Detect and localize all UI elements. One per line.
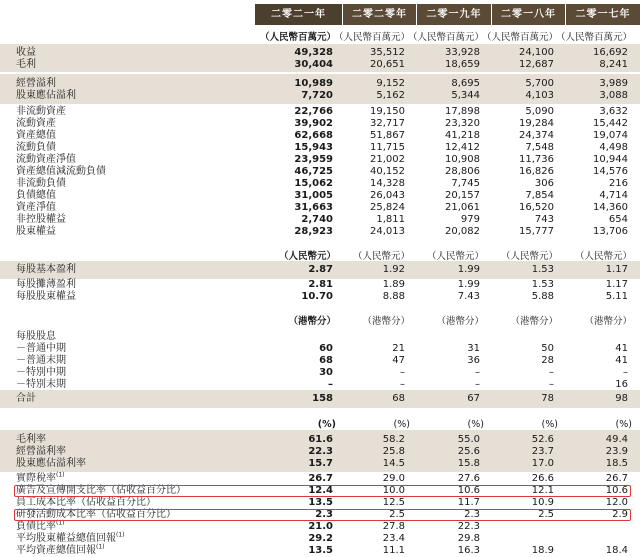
cell-value: 2.9 bbox=[612, 509, 628, 520]
row-label bbox=[16, 47, 36, 59]
cell-value: 28,806 bbox=[445, 166, 480, 177]
cell-value: 15,943 bbox=[294, 142, 333, 153]
cell-value: 15,442 bbox=[593, 118, 628, 129]
cell-value: 1.92 bbox=[382, 264, 405, 275]
row-label bbox=[16, 106, 66, 118]
cell-value: 14,360 bbox=[593, 202, 628, 213]
cell-value: 4,714 bbox=[599, 190, 628, 201]
cell-value: 28,923 bbox=[294, 226, 333, 237]
table-row bbox=[0, 393, 640, 405]
cell-value: 18.4 bbox=[605, 545, 628, 556]
table-row bbox=[0, 130, 640, 142]
row-label-text: 股東應佔溢利率 bbox=[16, 458, 86, 469]
row-label-text: －特別中期 bbox=[16, 367, 66, 378]
cell-value: 10,944 bbox=[593, 154, 628, 165]
cell-value: 12,412 bbox=[445, 142, 480, 153]
cell-value: 5,090 bbox=[525, 106, 554, 117]
row-label-text: 收益 bbox=[16, 47, 36, 58]
cell-value: 22.3 bbox=[308, 446, 333, 457]
cell-value: 23,959 bbox=[294, 154, 333, 165]
cell-value: 23.9 bbox=[605, 446, 628, 457]
cell-value: 7.43 bbox=[457, 291, 480, 302]
table-row bbox=[0, 279, 640, 291]
cell-value: – bbox=[549, 379, 554, 390]
table-row bbox=[0, 264, 640, 276]
cell-value: 10,908 bbox=[445, 154, 480, 165]
row-label bbox=[16, 214, 66, 226]
row-label-text: 毛利率 bbox=[16, 434, 46, 445]
cell-value: – bbox=[475, 367, 480, 378]
cell-value: 41,218 bbox=[445, 130, 480, 141]
table-row bbox=[0, 106, 640, 118]
row-label-text: －特別末期 bbox=[16, 379, 66, 390]
row-label bbox=[16, 190, 56, 202]
cell-value: 23,320 bbox=[445, 118, 480, 129]
table-row bbox=[0, 545, 640, 557]
cell-value: 13.5 bbox=[308, 545, 333, 556]
cell-value: 15.8 bbox=[457, 458, 480, 469]
cell-value: 5,700 bbox=[525, 78, 554, 89]
cell-value: 23.7 bbox=[531, 446, 554, 457]
cell-value: 7,854 bbox=[525, 190, 554, 201]
cell-value: 17.0 bbox=[531, 458, 554, 469]
cell-value: 49,328 bbox=[294, 47, 333, 58]
cell-value: 16,826 bbox=[519, 166, 554, 177]
table-row bbox=[0, 154, 640, 166]
cell-value: 5,344 bbox=[451, 90, 480, 101]
row-label-text: －普通末期 bbox=[16, 355, 66, 366]
row-label bbox=[16, 446, 66, 458]
unit-label: （港幣分） bbox=[584, 316, 632, 327]
row-label bbox=[16, 533, 125, 545]
row-label-text: 每股股息 bbox=[16, 331, 56, 342]
row-label-text: 每股攤薄盈利 bbox=[16, 279, 76, 290]
cell-value: 20,157 bbox=[445, 190, 480, 201]
cell-value: 10.0 bbox=[382, 485, 405, 496]
row-label bbox=[16, 178, 66, 190]
cell-value: 14,576 bbox=[593, 166, 628, 177]
cell-value: 26.7 bbox=[605, 473, 628, 484]
cell-value: 41 bbox=[615, 343, 628, 354]
cell-value: 1.99 bbox=[457, 279, 480, 290]
cell-value: 21,002 bbox=[370, 154, 405, 165]
cell-value: 31 bbox=[467, 343, 480, 354]
cell-value: 55.0 bbox=[457, 434, 480, 445]
unit-label: （人民幣百萬元） bbox=[333, 32, 410, 43]
cell-value: 7,548 bbox=[525, 142, 554, 153]
table-row bbox=[0, 47, 640, 59]
cell-value: – bbox=[328, 379, 333, 390]
cell-value: – bbox=[400, 367, 405, 378]
cell-value: 68 bbox=[392, 393, 405, 404]
cell-value: 11,715 bbox=[370, 142, 405, 153]
unit-label: （人民幣元） bbox=[574, 251, 632, 262]
cell-value: 61.6 bbox=[308, 434, 333, 445]
row-label-text: 股東應佔溢利 bbox=[16, 90, 76, 101]
cell-value: 16,692 bbox=[593, 47, 628, 58]
highlight-box bbox=[14, 509, 631, 521]
row-label-text: 平均股東權益總值回報 bbox=[16, 533, 116, 544]
unit-label: （人民幣百萬元） bbox=[555, 32, 632, 43]
cell-value: 50 bbox=[541, 343, 554, 354]
table-row bbox=[0, 178, 640, 190]
row-label bbox=[16, 226, 56, 238]
table-row bbox=[0, 355, 640, 367]
cell-value: 11,736 bbox=[519, 154, 554, 165]
cell-value: 21.0 bbox=[308, 521, 333, 532]
cell-value: 5.88 bbox=[531, 291, 554, 302]
cell-value: 25.6 bbox=[457, 446, 480, 457]
highlight-box bbox=[14, 485, 631, 497]
unit-label: (%) bbox=[467, 419, 484, 430]
cell-value: 29.2 bbox=[308, 533, 333, 544]
cell-value: 18.9 bbox=[531, 545, 554, 556]
unit-label: （港幣分） bbox=[288, 316, 336, 327]
row-label-text: 流動資產淨值 bbox=[16, 154, 76, 165]
cell-value: 22,766 bbox=[294, 106, 333, 117]
table-row bbox=[0, 379, 640, 391]
row-label-text: 流動資產 bbox=[16, 118, 56, 129]
row-label-text: 經營溢利率 bbox=[16, 446, 66, 457]
cell-value: 49.4 bbox=[605, 434, 628, 445]
cell-value: 36 bbox=[467, 355, 480, 366]
cell-value: 4,498 bbox=[599, 142, 628, 153]
footnote-marker: (1) bbox=[56, 471, 65, 479]
row-label bbox=[16, 497, 156, 509]
row-label bbox=[16, 166, 106, 178]
row-label bbox=[16, 279, 76, 291]
cell-value: 4,103 bbox=[525, 90, 554, 101]
row-label-text: 資產總值減流動負債 bbox=[16, 166, 106, 177]
cell-value: 10.9 bbox=[531, 497, 554, 508]
cell-value: 62,668 bbox=[294, 130, 333, 141]
unit-label: （港幣分） bbox=[510, 316, 558, 327]
year-header-2018: 二零一八年 bbox=[491, 4, 565, 25]
row-label bbox=[16, 202, 56, 214]
cell-value: 12.5 bbox=[382, 497, 405, 508]
cell-value: – bbox=[623, 367, 628, 378]
cell-value: 1.89 bbox=[382, 279, 405, 290]
cell-value: 1.17 bbox=[605, 264, 628, 275]
cell-value: – bbox=[400, 379, 405, 390]
cell-value: 12,687 bbox=[519, 59, 554, 70]
cell-value: 1.99 bbox=[457, 264, 480, 275]
row-label-text: 非流動負債 bbox=[16, 178, 66, 189]
year-header-2021: 二零二一年 bbox=[255, 4, 342, 25]
cell-value: 979 bbox=[460, 214, 480, 225]
unit-label: （港幣分） bbox=[362, 316, 410, 327]
row-label bbox=[16, 545, 105, 557]
table-row bbox=[0, 521, 640, 533]
table-row bbox=[0, 497, 640, 509]
cell-value: 46,725 bbox=[294, 166, 333, 177]
cell-value: 18,659 bbox=[445, 59, 480, 70]
cell-value: 33,928 bbox=[445, 47, 480, 58]
cell-value: 1.17 bbox=[605, 279, 628, 290]
table-row bbox=[0, 142, 640, 154]
cell-value: 21 bbox=[392, 343, 405, 354]
cell-value: 25,824 bbox=[370, 202, 405, 213]
year-header-2019: 二零一九年 bbox=[416, 4, 491, 25]
row-label bbox=[16, 393, 36, 405]
row-label bbox=[16, 118, 56, 130]
row-label-text: 股東權益 bbox=[16, 226, 56, 237]
table-row bbox=[0, 59, 640, 71]
unit-label: （人民幣元） bbox=[500, 251, 558, 262]
row-label-text: 每股股東權益 bbox=[16, 291, 76, 302]
cell-value: 12.1 bbox=[531, 485, 554, 496]
year-header-2017: 二零一七年 bbox=[565, 4, 640, 25]
table-row bbox=[0, 78, 640, 90]
table-row bbox=[0, 166, 640, 178]
footnote-marker: (1) bbox=[96, 543, 105, 551]
cell-value: 41 bbox=[615, 355, 628, 366]
unit-label: （港幣分） bbox=[436, 316, 484, 327]
cell-value: 26,043 bbox=[370, 190, 405, 201]
cell-value: 10.6 bbox=[457, 485, 480, 496]
cell-value: 20,651 bbox=[370, 59, 405, 70]
table-row bbox=[0, 202, 640, 214]
cell-value: 10.6 bbox=[605, 485, 628, 496]
cell-value: 67 bbox=[467, 393, 480, 404]
row-label-text: 研發活動成本比率（佔收益百分比） bbox=[16, 509, 176, 520]
cell-value: 29.0 bbox=[382, 473, 405, 484]
cell-value: 21,061 bbox=[445, 202, 480, 213]
unit-label: （人民幣百萬元） bbox=[407, 32, 484, 43]
cell-value: 306 bbox=[534, 178, 554, 189]
row-label-text: 資產淨值 bbox=[16, 202, 56, 213]
cell-value: 31,663 bbox=[294, 202, 333, 213]
unit-label: (%) bbox=[541, 419, 558, 430]
row-label bbox=[16, 355, 66, 367]
table-row bbox=[0, 226, 640, 238]
row-label bbox=[16, 379, 66, 391]
cell-value: 78 bbox=[541, 393, 554, 404]
footnote-marker: (1) bbox=[56, 519, 65, 527]
row-label-text: 毛利 bbox=[16, 59, 36, 70]
table-row bbox=[0, 331, 640, 343]
table-row bbox=[0, 118, 640, 130]
cell-value: 20,082 bbox=[445, 226, 480, 237]
row-label-text: －普通中期 bbox=[16, 343, 66, 354]
cell-value: 26.6 bbox=[531, 473, 554, 484]
unit-label: （人民幣元） bbox=[426, 251, 484, 262]
cell-value: 11.7 bbox=[457, 497, 480, 508]
cell-value: 1.53 bbox=[531, 264, 554, 275]
cell-value: 1.53 bbox=[531, 279, 554, 290]
row-label bbox=[16, 264, 76, 276]
cell-value: 60 bbox=[319, 343, 333, 354]
row-label bbox=[16, 343, 66, 355]
cell-value: 31,005 bbox=[294, 190, 333, 201]
cell-value: 16,520 bbox=[519, 202, 554, 213]
cell-value: 654 bbox=[608, 214, 628, 225]
unit-label: (%) bbox=[393, 419, 410, 430]
cell-value: 16.3 bbox=[457, 545, 480, 556]
row-label-text: 資產總值 bbox=[16, 130, 56, 141]
cell-value: 2.5 bbox=[538, 509, 554, 520]
table-row bbox=[0, 473, 640, 485]
cell-value: 743 bbox=[534, 214, 554, 225]
cell-value: 25.8 bbox=[382, 446, 405, 457]
row-label bbox=[16, 142, 56, 154]
row-label bbox=[16, 130, 56, 142]
cell-value: 2,740 bbox=[301, 214, 333, 225]
row-label bbox=[16, 291, 76, 303]
row-label bbox=[16, 154, 76, 166]
cell-value: – bbox=[475, 379, 480, 390]
row-label-text: 員工成本比率（佔收益百分比） bbox=[16, 497, 156, 508]
row-label-text: 實際稅率 bbox=[16, 473, 56, 484]
cell-value: 18.5 bbox=[605, 458, 628, 469]
cell-value: 13,706 bbox=[593, 226, 628, 237]
cell-value: 1,811 bbox=[376, 214, 405, 225]
row-label bbox=[16, 521, 65, 533]
cell-value: 19,284 bbox=[519, 118, 554, 129]
row-label-text: 非控股權益 bbox=[16, 214, 66, 225]
unit-label: （人民幣元） bbox=[278, 251, 336, 262]
table-row bbox=[0, 291, 640, 303]
cell-value: 14,328 bbox=[370, 178, 405, 189]
cell-value: 2.81 bbox=[308, 279, 333, 290]
cell-value: 7,745 bbox=[451, 178, 480, 189]
cell-value: 8,695 bbox=[451, 78, 480, 89]
cell-value: 24,013 bbox=[370, 226, 405, 237]
cell-value: 5.11 bbox=[605, 291, 628, 302]
cell-value: 24,100 bbox=[519, 47, 554, 58]
table-row bbox=[0, 343, 640, 355]
row-label bbox=[16, 90, 76, 102]
cell-value: 22.3 bbox=[457, 521, 480, 532]
cell-value: 3,632 bbox=[599, 106, 628, 117]
cell-value: 23.4 bbox=[382, 533, 405, 544]
row-label bbox=[16, 59, 36, 71]
cell-value: 8.88 bbox=[382, 291, 405, 302]
unit-label: （人民幣百萬元） bbox=[259, 32, 336, 43]
cell-value: 2.87 bbox=[308, 264, 333, 275]
cell-value: 30 bbox=[319, 367, 333, 378]
unit-label: (%) bbox=[615, 419, 632, 430]
cell-value: 27.6 bbox=[457, 473, 480, 484]
cell-value: 14.5 bbox=[382, 458, 405, 469]
cell-value: 5,162 bbox=[376, 90, 405, 101]
table-row bbox=[0, 446, 640, 458]
row-label-text: 流動負債 bbox=[16, 142, 56, 153]
cell-value: 10,989 bbox=[294, 78, 333, 89]
cell-value: 2.5 bbox=[389, 509, 405, 520]
cell-value: 27.8 bbox=[382, 521, 405, 532]
cell-value: 16 bbox=[615, 379, 628, 390]
table-row bbox=[0, 90, 640, 102]
row-label bbox=[16, 367, 66, 379]
cell-value: 12.0 bbox=[605, 497, 628, 508]
cell-value: 12.4 bbox=[308, 485, 333, 496]
cell-value: 29.8 bbox=[457, 533, 480, 544]
table-row bbox=[0, 458, 640, 470]
cell-value: 3,088 bbox=[599, 90, 628, 101]
cell-value: 158 bbox=[312, 393, 333, 404]
table-row bbox=[0, 214, 640, 226]
cell-value: 32,717 bbox=[370, 118, 405, 129]
year-header-2020: 二零二零年 bbox=[342, 4, 416, 25]
cell-value: 7,720 bbox=[301, 90, 333, 101]
row-label-text: 合計 bbox=[16, 393, 36, 404]
unit-label: (%) bbox=[317, 419, 336, 430]
table-row bbox=[0, 190, 640, 202]
cell-value: 68 bbox=[319, 355, 333, 366]
year-header-bar bbox=[0, 4, 640, 25]
cell-value: 39,902 bbox=[294, 118, 333, 129]
row-label bbox=[16, 78, 56, 90]
cell-value: 26.7 bbox=[308, 473, 333, 484]
cell-value: 35,512 bbox=[370, 47, 405, 58]
cell-value: 11.1 bbox=[382, 545, 405, 556]
cell-value: 15.7 bbox=[308, 458, 333, 469]
cell-value: 40,152 bbox=[370, 166, 405, 177]
cell-value: 15,777 bbox=[519, 226, 554, 237]
cell-value: 8,241 bbox=[599, 59, 628, 70]
row-label bbox=[16, 473, 65, 485]
cell-value: 15,062 bbox=[294, 178, 333, 189]
cell-value: – bbox=[549, 367, 554, 378]
cell-value: 216 bbox=[608, 178, 628, 189]
row-label-text: 負債比率 bbox=[16, 521, 56, 532]
row-label-text: 廣告及宣傳開支比率（佔收益百分比） bbox=[16, 485, 186, 496]
cell-value: 28 bbox=[541, 355, 554, 366]
row-label-text: 非流動資產 bbox=[16, 106, 66, 117]
row-label-text: 每股基本盈利 bbox=[16, 264, 76, 275]
row-label-text: 經營溢利 bbox=[16, 78, 56, 89]
cell-value: 19,074 bbox=[593, 130, 628, 141]
footnote-marker: (1) bbox=[116, 531, 125, 539]
table-row bbox=[0, 367, 640, 379]
cell-value: 2.3 bbox=[464, 509, 480, 520]
cell-value: 52.6 bbox=[531, 434, 554, 445]
cell-value: 58.2 bbox=[382, 434, 405, 445]
unit-label: （人民幣元） bbox=[352, 251, 410, 262]
cell-value: 30,404 bbox=[294, 59, 333, 70]
cell-value: 9,152 bbox=[376, 78, 405, 89]
table-row bbox=[0, 434, 640, 446]
row-label bbox=[16, 434, 46, 446]
unit-label: （人民幣百萬元） bbox=[481, 32, 558, 43]
cell-value: 19,150 bbox=[370, 106, 405, 117]
cell-value: 47 bbox=[392, 355, 405, 366]
cell-value: 17,898 bbox=[445, 106, 480, 117]
cell-value: 13.5 bbox=[308, 497, 333, 508]
row-label bbox=[16, 331, 56, 343]
cell-value: 24,374 bbox=[519, 130, 554, 141]
row-label-text: 負債總值 bbox=[16, 190, 56, 201]
cell-value: 2.3 bbox=[315, 509, 333, 520]
cell-value: 3,989 bbox=[599, 78, 628, 89]
cell-value: 51,867 bbox=[370, 130, 405, 141]
row-label bbox=[16, 458, 86, 470]
row-label-text: 平均資產總值回報 bbox=[16, 545, 96, 556]
cell-value: 10.70 bbox=[301, 291, 333, 302]
cell-value: 98 bbox=[615, 393, 628, 404]
